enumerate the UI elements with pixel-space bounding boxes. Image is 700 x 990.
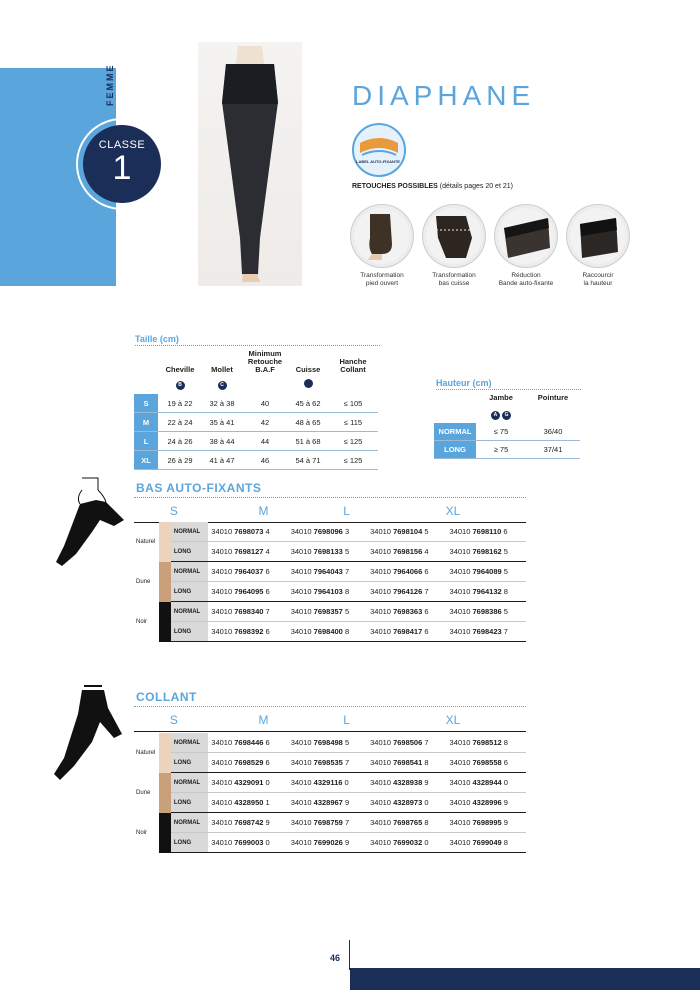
bas-title-rule — [134, 497, 526, 498]
product-code: 34010 7698995 9 — [447, 813, 526, 833]
marker-g-icon: G — [502, 411, 511, 420]
stocking-silhouette-icon — [52, 476, 126, 577]
category-label: FEMME — [105, 63, 115, 106]
col-cuisse: Cuisse — [295, 365, 321, 374]
thigh-stocking-icon — [426, 208, 482, 264]
col-hanche: Hanche Collant — [339, 357, 367, 374]
table-row: M 22 à 24 35 à 41 42 48 à 65 ≤ 115 — [134, 413, 378, 432]
classe-badge — [83, 125, 161, 203]
product-code: 34010 7698759 7 — [288, 813, 367, 833]
table-row — [134, 813, 526, 833]
marker-b-icon: B — [176, 381, 185, 390]
product-code: 34010 7699032 0 — [367, 833, 446, 853]
product-code: 34010 7698506 7 — [367, 733, 446, 753]
product-code: 34010 4328967 9 — [288, 793, 367, 813]
table-row — [134, 602, 526, 622]
product-code: 34010 4328938 9 — [367, 773, 446, 793]
product-code: 34010 7698742 9 — [208, 813, 287, 833]
table-row — [134, 582, 526, 602]
product-code: 34010 7964037 6 — [208, 562, 287, 582]
product-code: 34010 7698110 6 — [447, 522, 526, 542]
bas_auto_fixants-rows — [134, 522, 526, 642]
product-code: 34010 7698357 5 — [288, 602, 367, 622]
product-code: 34010 7698541 8 — [367, 753, 446, 773]
retouche-band: Réduction Bande auto-fixante — [495, 205, 557, 288]
color-label: Noir — [136, 618, 148, 625]
table-row: NORMAL ≤ 75 36/40 — [434, 423, 580, 441]
color-swatch — [159, 562, 171, 602]
band-reduction-icon — [498, 208, 554, 264]
variant-label: NORMAL — [171, 733, 208, 753]
product-code: 34010 7964095 6 — [208, 582, 287, 602]
product-code: 34010 7698156 4 — [367, 542, 446, 562]
color-swatch — [159, 813, 171, 853]
color-swatch — [159, 602, 171, 642]
product-title: DIAPHANE — [352, 80, 536, 111]
table-row — [134, 753, 526, 773]
color-label: Dune — [136, 578, 151, 585]
product-code: 34010 7698529 6 — [208, 753, 287, 773]
product-code: 34010 7698392 6 — [208, 622, 287, 642]
footer-divider — [349, 940, 350, 970]
auto-fixante-label: LABEL AUTO-FIXANTE — [356, 159, 400, 164]
tights-silhouette-icon — [52, 684, 126, 789]
bas-body — [134, 522, 526, 642]
table-row — [134, 833, 526, 853]
product-code: 34010 7699026 9 — [288, 833, 367, 853]
product-code: 34010 7698765 8 — [367, 813, 446, 833]
variant-label: LONG — [171, 582, 208, 602]
col-minimum-retouche: Minimum Retouche B.A.F — [247, 349, 283, 374]
table-row: LONG ≥ 75 37/41 — [434, 441, 580, 459]
product-code: 34010 7698498 5 — [288, 733, 367, 753]
color-label: Dune — [136, 789, 151, 796]
product-code: 34010 7698073 4 — [208, 522, 287, 542]
size-header-m: M — [258, 504, 269, 518]
retouche-shorten: Raccourcir la hauteur — [567, 205, 629, 288]
product-code: 34010 7698386 5 — [447, 602, 526, 622]
product-code: 34010 7964043 7 — [288, 562, 367, 582]
variant-label: NORMAL — [171, 773, 208, 793]
product-code: 34010 7698340 7 — [208, 602, 287, 622]
product-code: 34010 7698363 6 — [367, 602, 446, 622]
product-code: 34010 7698127 4 — [208, 542, 287, 562]
page-number: 46 — [330, 953, 341, 963]
classe-label: CLASSE — [98, 139, 146, 151]
shorten-icon — [570, 208, 626, 264]
hauteur-table — [434, 389, 580, 459]
product-code: 34010 7964126 7 — [367, 582, 446, 602]
color-swatch — [159, 773, 171, 813]
product-photo — [198, 42, 302, 286]
variant-label: LONG — [171, 622, 208, 642]
footer-bar — [350, 968, 700, 990]
size-header-l: L — [343, 504, 350, 518]
variant-label: LONG — [171, 753, 208, 773]
product-code: 34010 7964103 8 — [288, 582, 367, 602]
col-cheville: Cheville — [165, 365, 195, 374]
table-row — [134, 522, 526, 542]
product-code: 34010 7964089 5 — [447, 562, 526, 582]
table-row: S 19 à 22 32 à 38 40 45 à 62 ≤ 105 — [134, 394, 378, 413]
marker-g-icon — [304, 379, 313, 388]
product-code: 34010 7964132 8 — [447, 582, 526, 602]
product-code: 34010 7699049 8 — [447, 833, 526, 853]
variant-label: LONG — [171, 833, 208, 853]
hauteur-table-title: Hauteur (cm) — [436, 378, 492, 388]
size-header-s: S — [169, 713, 178, 727]
product-code: 34010 7699003 0 — [208, 833, 287, 853]
product-code: 34010 7698096 3 — [288, 522, 367, 542]
col-mollet: Mollet — [211, 365, 233, 374]
marker-a-icon: A — [491, 411, 500, 420]
product-code: 34010 4328996 9 — [447, 793, 526, 813]
table-row — [134, 622, 526, 642]
product-code: 34010 7698535 7 — [288, 753, 367, 773]
variant-label: NORMAL — [171, 522, 208, 542]
size-header-xl: XL — [445, 504, 461, 518]
product-code: 34010 7698423 7 — [447, 622, 526, 642]
variant-label: LONG — [171, 793, 208, 813]
table-row: XL 26 à 29 41 à 47 46 54 à 71 ≤ 125 — [134, 451, 378, 470]
product-code: 34010 4329091 0 — [208, 773, 287, 793]
product-code: 34010 7698512 8 — [447, 733, 526, 753]
color-label: Naturel — [136, 749, 156, 756]
variant-label: LONG — [171, 542, 208, 562]
product-code: 34010 7698417 6 — [367, 622, 446, 642]
bas-auto-fixants-title: BAS AUTO-FIXANTS — [136, 481, 262, 495]
retouches-caption: RETOUCHES POSSIBLES (détails pages 20 et 21) — [352, 183, 513, 190]
variant-label: NORMAL — [171, 813, 208, 833]
col-jambe: Jambe — [489, 393, 513, 402]
product-code: 34010 4328950 1 — [208, 793, 287, 813]
product-code: 34010 7698104 5 — [367, 522, 446, 542]
product-code: 34010 4328973 0 — [367, 793, 446, 813]
collant-table — [134, 710, 526, 732]
marker-c-icon: C — [218, 381, 227, 390]
product-code: 34010 7698400 8 — [288, 622, 367, 642]
color-swatch — [159, 522, 171, 562]
product-code: 34010 7964066 6 — [367, 562, 446, 582]
retouche-thigh: Transformation bas cuisse — [423, 205, 485, 288]
product-code: 34010 7698133 5 — [288, 542, 367, 562]
size-header-s: S — [169, 504, 178, 518]
bas-auto-fixants-table — [134, 501, 526, 523]
size-header-l: L — [343, 713, 350, 727]
auto-fixante-icon — [352, 123, 406, 177]
col-pointure: Pointure — [537, 393, 569, 402]
product-code: 34010 7698446 6 — [208, 733, 287, 753]
table-row: L 24 à 26 38 à 44 44 51 à 68 ≤ 125 — [134, 432, 378, 451]
variant-label: NORMAL — [171, 602, 208, 622]
size-table — [134, 346, 378, 470]
open-toe-icon — [354, 208, 410, 264]
table-row — [134, 733, 526, 753]
table-row — [134, 793, 526, 813]
color-label: Naturel — [136, 538, 156, 545]
size-header-m: M — [258, 713, 269, 727]
table-row — [134, 773, 526, 793]
product-code: 34010 4328944 0 — [447, 773, 526, 793]
collant-title: COLLANT — [136, 690, 197, 704]
color-swatch — [159, 733, 171, 773]
product-code: 34010 7698162 5 — [447, 542, 526, 562]
color-label: Noir — [136, 829, 148, 836]
variant-label: NORMAL — [171, 562, 208, 582]
size-table-title: Taille (cm) — [135, 334, 179, 344]
classe-number: 1 — [112, 149, 132, 187]
product-code: 34010 7698558 6 — [447, 753, 526, 773]
table-row — [134, 562, 526, 582]
collant-body — [134, 733, 526, 853]
product-code: 34010 4329116 0 — [288, 773, 367, 793]
collant-rows — [134, 733, 526, 853]
size-header-xl: XL — [445, 713, 461, 727]
retouche-open-toe: Transformation pied ouvert — [351, 205, 413, 288]
table-row — [134, 542, 526, 562]
collant-title-rule — [134, 706, 526, 707]
